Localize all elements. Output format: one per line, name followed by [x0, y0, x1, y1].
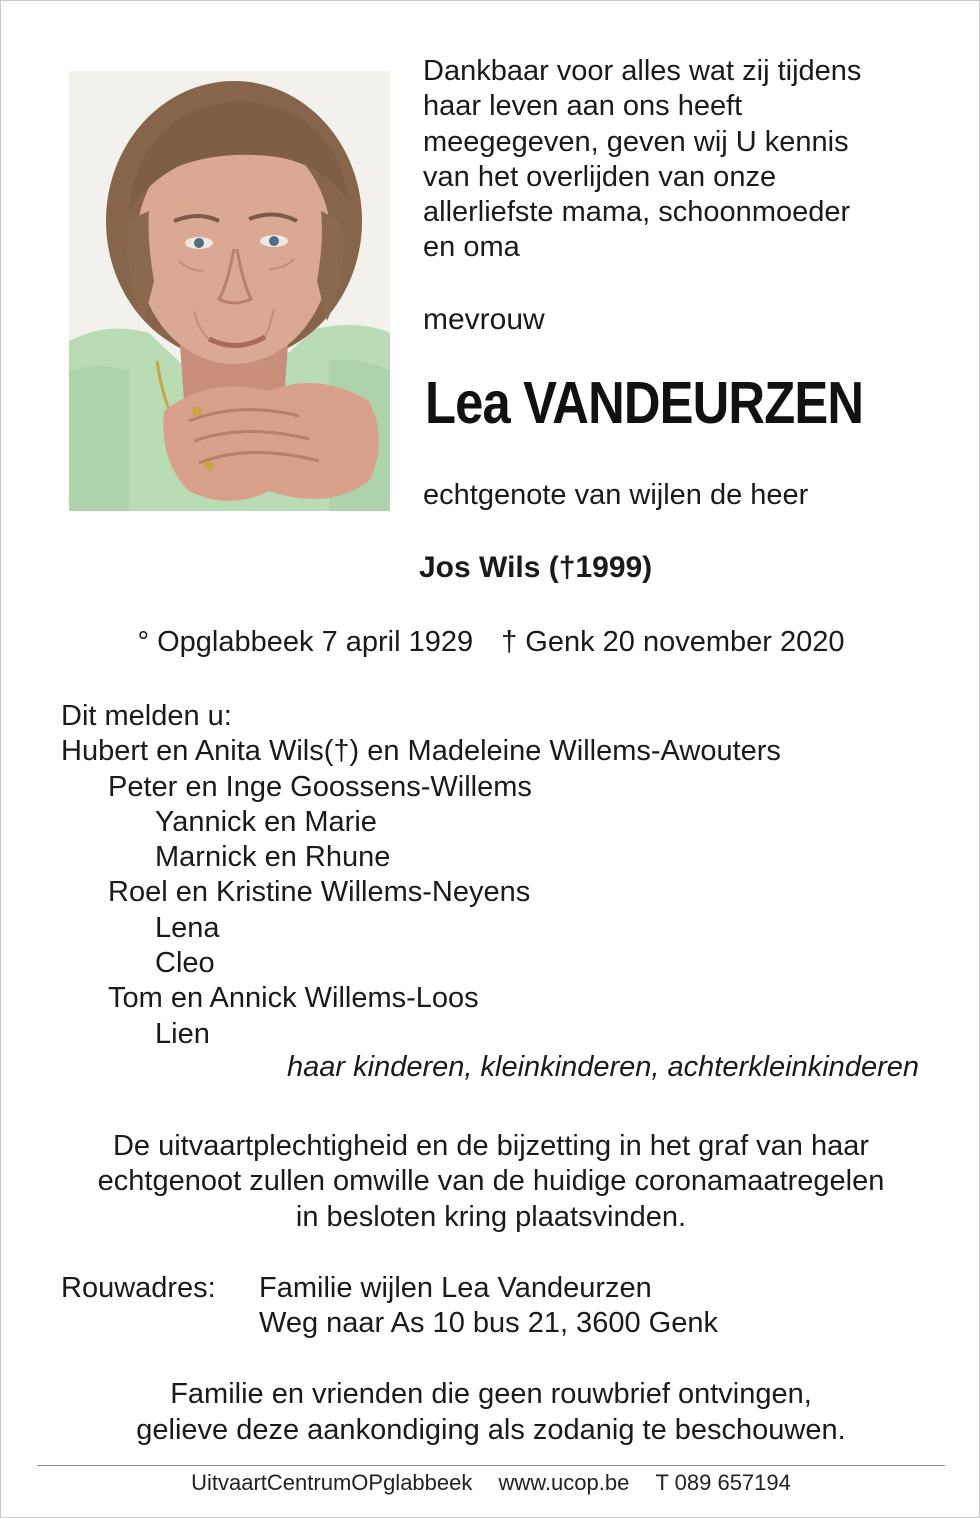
life-dates [1, 626, 980, 659]
closing-line: Familie en vrienden die geen rouwbrief ontvingen, [170, 1378, 812, 1410]
address-lines [259, 1271, 718, 1342]
footer-company: UitvaartCentrumOPglabbeek [191, 1470, 473, 1495]
family-member: Roel en Kristine Willems-Neyens [108, 876, 531, 909]
footer [1, 1470, 980, 1496]
intro-line: allerliefste mama, schoonmoeder [423, 196, 851, 229]
footer-phone: T 089 657194 [655, 1470, 791, 1495]
family-member: Marnick en Rhune [155, 841, 391, 874]
family-relation: haar kinderen, kleinkinderen, achterkleinkinderen [287, 1051, 919, 1083]
spouse-relation-text: echtgenote van wijlen de heer [423, 479, 809, 511]
intro-line: haar leven aan ons heeft [423, 90, 743, 123]
ceremony-line: in besloten kring plaatsvinden. [295, 1200, 687, 1233]
family-member: Tom en Annick Willems-Loos [108, 982, 479, 1015]
ceremony-notice [1, 1129, 980, 1235]
footer-website[interactable]: www.ucop.be [498, 1470, 630, 1495]
intro-line: van het overlijden van onze [423, 160, 777, 193]
family-member: Yannick en Marie [155, 805, 377, 838]
portrait-photo [69, 71, 390, 511]
footer-divider [37, 1465, 945, 1466]
closing-line: gelieve deze aankondiging als zodanig te beschouwen. [136, 1414, 846, 1446]
birth-date: ° Opglabbeek 7 april 1929 [137, 626, 474, 658]
family-member: Cleo [155, 947, 215, 980]
family-member: Lien [155, 1017, 210, 1050]
intro-line: Dankbaar voor alles wat zij tijdens [423, 55, 862, 87]
closing-notice [1, 1376, 980, 1448]
ceremony-line: De uitvaartplechtigheid en de bijzetting in het graf van haar [112, 1130, 870, 1162]
family-member: Lena [155, 911, 220, 944]
spouse-name: Jos Wils (†1999) [419, 551, 653, 584]
family-member: Peter en Inge Goossens-Willems [108, 770, 532, 803]
family-list [61, 699, 781, 1052]
family-intro: Dit melden u: [61, 700, 232, 732]
portrait-illustration [69, 71, 390, 511]
intro-line: meegegeven, geven wij U kennis [423, 125, 849, 158]
death-date: † Genk 20 november 2020 [501, 626, 845, 658]
address-line: Familie wijlen Lea Vandeurzen [259, 1272, 652, 1304]
ceremony-line: echtgenoot zullen omwille van de huidige coronamaatregelen [97, 1165, 885, 1198]
title-text: mevrouw [423, 303, 545, 336]
address-label: Rouwadres: [61, 1272, 216, 1304]
intro-line: en oma [423, 231, 520, 264]
intro-text [423, 54, 943, 266]
address-line: Weg naar As 10 bus 21, 3600 Genk [259, 1307, 718, 1340]
deceased-name: Lea VANDEURZEN [425, 370, 864, 436]
family-member: Hubert en Anita Wils(†) en Madeleine Willems-Awouters [61, 735, 781, 768]
